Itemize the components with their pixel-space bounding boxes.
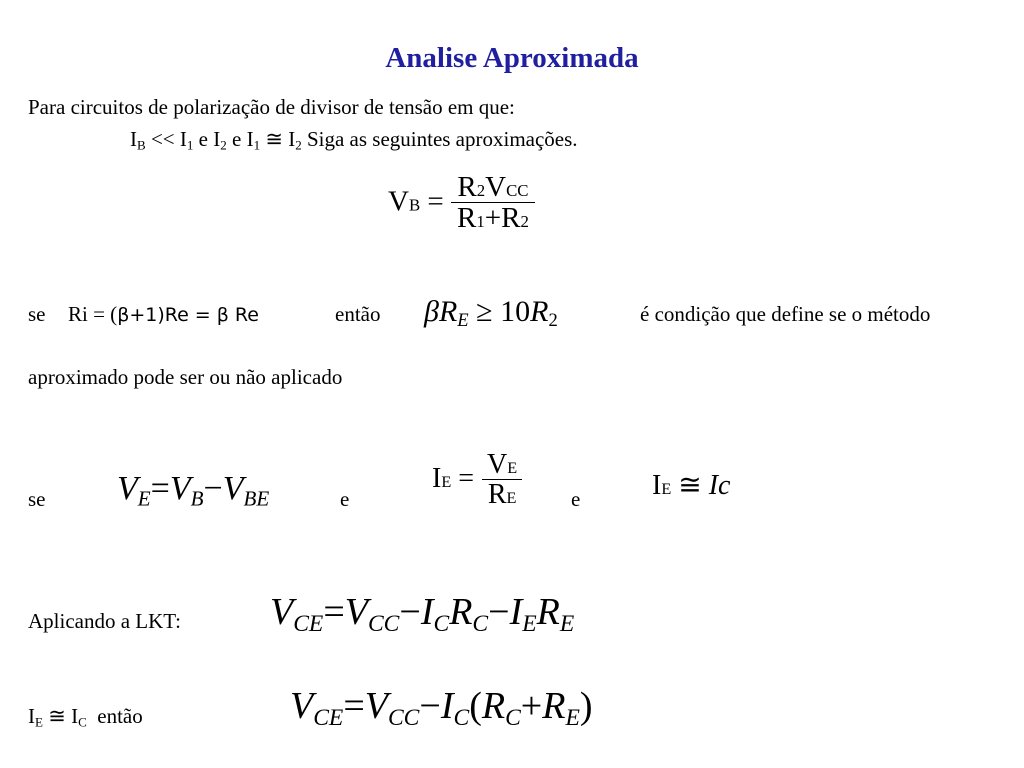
page-title: Analise Aproximada (385, 42, 639, 74)
e-label-1: e (340, 487, 350, 511)
se-label-1: se (28, 302, 46, 326)
ie-approx-ic: IE ≅ Ic (652, 470, 731, 501)
entao-label-1: então (335, 302, 381, 326)
vb-fraction: $\frac{\text{R2VCC}}{R1+R2}$ (451, 172, 535, 235)
se-label-2: se (28, 487, 46, 511)
beta-condition-formula: $\beta R_E \ge 10R_2$ (424, 295, 558, 332)
condition-text-cont: aproximado pode ser ou não aplicado (28, 365, 343, 389)
vb-formula: VB = $\frac{\text{R2VCC}}{R1+R2}$ (388, 172, 535, 235)
e-label-2: e (571, 487, 581, 511)
condition-text: é condição que define se o método (640, 302, 931, 326)
condition-line: $I_B << I_1$ e $I_2$ e $I_1$ ≅ $I_2$ Siga as seguintes aproximações. (130, 127, 578, 153)
ie-ic-approx-label: $I_E$ ≅ $I_C$ então (28, 704, 143, 730)
lkt-formula: $V_{CE}=V_{CC}-I_CR_C-I_ER_E$ (270, 591, 575, 638)
ri-expression: Ri = (β+1)Re = β Re (68, 302, 259, 326)
intro-text: Para circuitos de polarização de divisor de tensão em que: (28, 95, 515, 119)
ve-formula: $V_E=V_B-V_{BE}$ (117, 470, 270, 511)
ie-fraction: $\frac{VE}{RE}$ (481, 450, 523, 511)
lkt-label: Aplicando a LKT: (28, 609, 181, 633)
ie-formula: IE = $\frac{VE}{RE}$ (432, 450, 523, 511)
final-vce-formula: $V_{CE}=V_{CC}-I_C(R_C+R_E)$ (290, 685, 593, 732)
